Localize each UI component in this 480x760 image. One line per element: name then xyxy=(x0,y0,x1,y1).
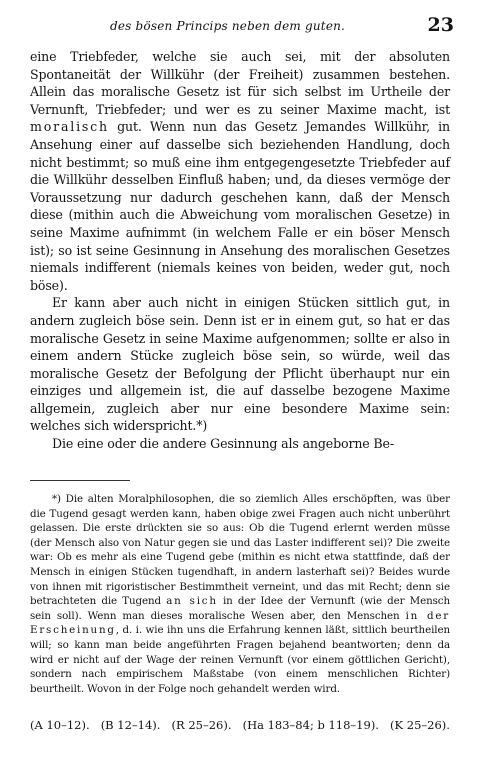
running-head: des bösen Princips neben dem guten. xyxy=(110,19,346,33)
paragraph-3: Die eine oder die andere Gesinnung als angeborne Be- xyxy=(52,436,394,452)
main-text xyxy=(30,48,450,453)
footnote-divider xyxy=(30,480,130,481)
edition-ref: (K 25–26). xyxy=(390,718,450,732)
paragraph-2: Er kann aber auch nicht in einigen Stücken sittlich gut, in andern zugleich böse sein. Denn ist er in einem gut, so hat er das moralische Gesetz in seine Maxime aufgenommen; sollte er also in einem andern Stücke zugleich böse sein, so würde, weil das moralische Gesetz der Befolgung der Pflicht überhaupt nur ein einziges und allgemein ist, die auf dasselbe bezogene Maxime allgemein, zugleich aber nur eine besondere Maxime sein: welches sich widerspricht.*) xyxy=(30,295,450,434)
edition-ref: (B 12–14). xyxy=(100,718,161,732)
edition-ref: (R 25–26). xyxy=(171,718,232,732)
page-number: 23 xyxy=(427,14,454,36)
edition-ref: (Ha 183–84; b 118–19). xyxy=(242,718,379,732)
emphasis: an sich xyxy=(166,595,218,608)
emphasis: in der Erscheinung xyxy=(30,609,451,637)
page-header xyxy=(48,14,454,36)
emphasis: moralisch xyxy=(30,119,109,135)
edition-references xyxy=(30,718,450,732)
footnote: *) Die alten Moralphilosophen, die so ziemlich Alles erschöpften, was über die Tugend gesagt werden kann, haben obige zwei Fragen auch nicht unberührt gelassen. Die erste drückten sie so aus: Ob die Tugend erlernt werden müsse (der Mensch also von Natur gegen sie und das Laster indifferent sei)? Die zweite war: Ob es mehr als eine Tugend gebe (mithin es nicht etwa stattfinde, daß der Mensch in einigen Stücken tugendhaft, in andern lasterhaft sei)? Beides wurde von ihnen mit rigoristischer Bestimmtheit verneint, und das mit Recht; denn sie betrachteten die Tugend an sich in der Idee der Vernunft (wie der Mensch sein soll). Wenn man dieses moralische Wesen aber, den Menschen in der Erscheinung, d. i. wie ihn uns die Erfahrung kennen läßt, sittlich beurtheilen will; so kann man beide angeführten Fragen bejahend beantworten; denn da wird er nicht auf der Wage der reinen Vernunft (vor einem göttlichen Gericht), sondern nach empirischem Maßstabe (von einem menschlichen Richter) beurtheilt. Wovon in der Folge noch gehandelt werden wird. xyxy=(30,493,451,695)
edition-ref: (A 10–12). xyxy=(30,718,90,732)
paragraph-1: eine Triebfeder, welche sie auch sei, mit der absoluten Spontaneität der Willkühr (der Freiheit) zusammen bestehen. Allein das moralische Gesetz ist für sich selbst im Urtheile der Vernunft, Triebfeder; und wer es zu seiner Maxime macht, ist moralisch gut. Wenn nun das Gesetz Jemandes Willkühr, in Ansehung einer auf dasselbe sich beziehenden Handlung, doch nicht bestimmt; so muß eine ihm entgegengesetzte Triebfeder auf die Willkühr desselben Einfluß haben; und, da dieses vermöge der Voraussetzung nur dadurch geschehen kann, daß der Mensch diese (mithin auch die Abweichung vom moralischen Gesetze) in seine Maxime aufnimmt (in welchem Falle er ein böser Mensch ist); so ist seine Gesinnung in Ansehung des moralischen Gesetzes niemals indifferent (niemals keines von beiden, weder gut, noch böse). xyxy=(30,49,450,293)
